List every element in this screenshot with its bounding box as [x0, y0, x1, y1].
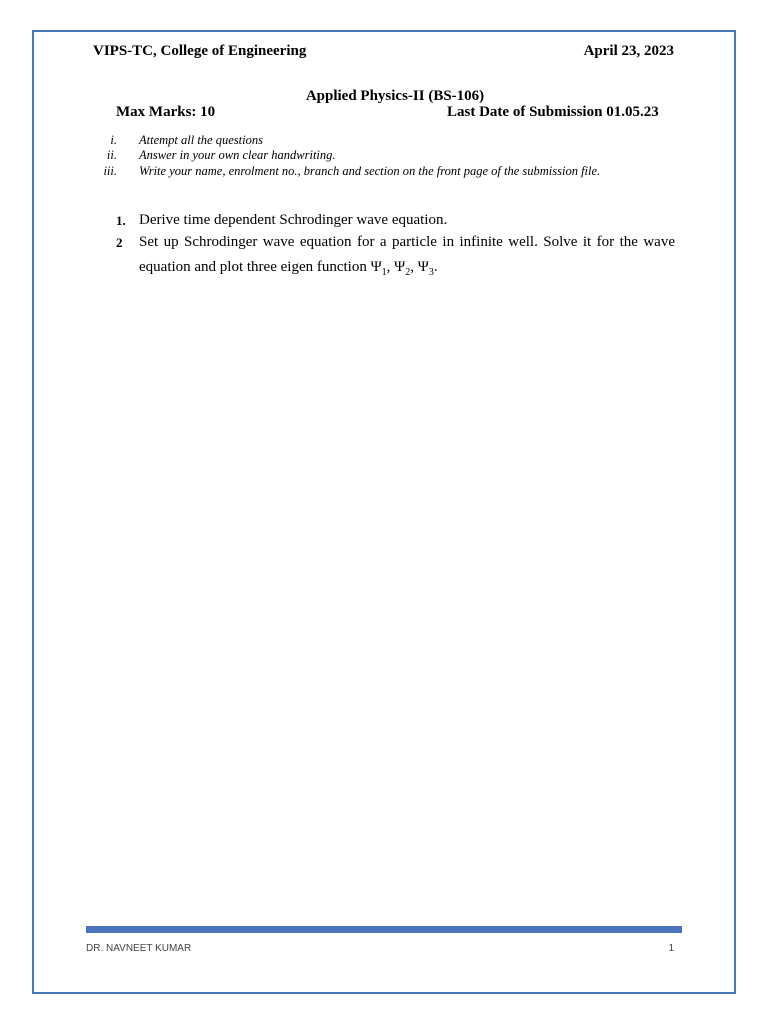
question-number: 1.	[116, 213, 126, 228]
instruction-text: Attempt all the questions	[139, 133, 263, 147]
question-text-continued	[139, 259, 438, 278]
question-text-prefix: equation and plot three eigen function	[139, 259, 371, 275]
psi-symbol: Ψ	[394, 259, 406, 275]
separator: ,	[386, 259, 395, 275]
instruction-number: i.	[110, 133, 117, 147]
institution-name: VIPS-TC, College of Engineering	[93, 43, 307, 59]
instruction-text: Answer in your own clear handwriting.	[139, 148, 336, 162]
separator: ,	[410, 259, 418, 275]
footer-author: DR. NAVNEET KUMAR	[86, 943, 192, 954]
period: .	[433, 259, 438, 275]
course-title: Applied Physics-II (BS-106)	[305, 88, 485, 104]
instruction-number: iii.	[103, 164, 117, 178]
psi-subscript: 1	[381, 267, 387, 278]
header-date: April 23, 2023	[583, 43, 674, 59]
psi-subscript: 3	[428, 267, 434, 278]
footer-page-number: 1	[668, 943, 674, 954]
instruction-number: ii.	[106, 148, 117, 162]
submission-date: Last Date of Submission 01.05.23	[447, 104, 659, 120]
question-number: 2	[116, 235, 123, 250]
footer-accent-bar	[86, 926, 682, 933]
psi-symbol: Ψ	[370, 259, 382, 275]
question-text: Set up Schrodinger wave equation for a particle in infinite well. Solve it for the wave	[139, 234, 675, 250]
max-marks: Max Marks: 10	[116, 104, 216, 120]
psi-subscript: 2	[405, 267, 411, 278]
psi-symbol: Ψ	[417, 259, 429, 275]
question-text: Derive time dependent Schrodinger wave equation.	[139, 212, 448, 228]
instruction-text: Write your name, enrolment no., branch and section on the front page of the submission file.	[139, 164, 601, 178]
